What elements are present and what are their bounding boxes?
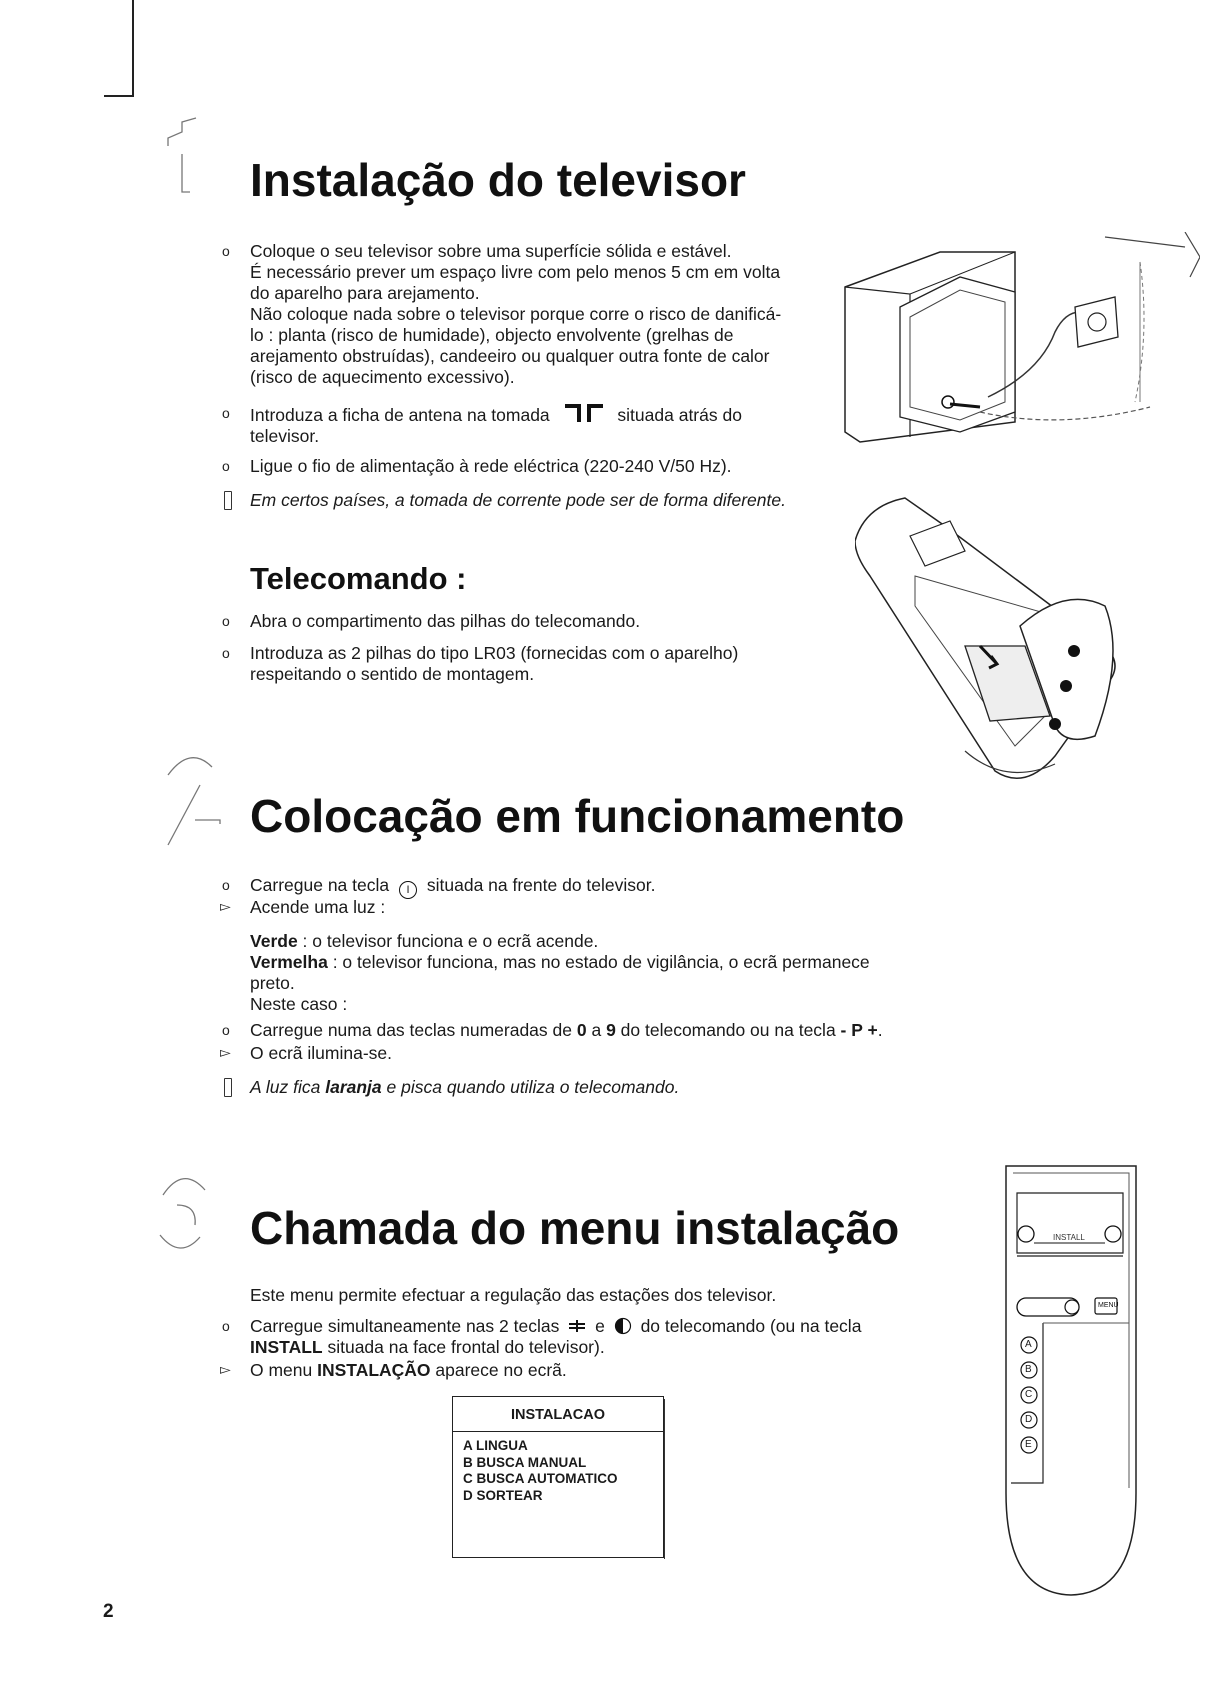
menu-result [250,1360,567,1381]
note-icon [224,491,232,510]
menu-intro: Este menu permite efectuar a regulação das estações dos televisor. [250,1285,777,1305]
install-item-3 [250,456,732,477]
bullet: o [222,458,230,474]
antenna-socket-icon [561,403,607,423]
text-line: (risco de aquecimento excessivo). [250,367,515,387]
text-line: arejamento obstruídas), candeeiro ou qualquer outra fonte de calor [250,346,770,366]
text-line [250,1337,861,1358]
install-menu-screen [452,1396,664,1558]
install-key-icon [567,1318,587,1334]
note-icon [224,1078,232,1097]
text-part: e pisca quando utiliza o telecomando. [381,1077,680,1097]
menu-entry: D SORTEAR [463,1487,543,1503]
text-line: televisor. [250,426,320,446]
page-number: 2 [103,1601,114,1622]
install-menu-label: INSTALAÇÃO [317,1360,431,1380]
bullet: o [222,243,230,259]
green-state [250,931,870,952]
text-part: e [595,1316,605,1336]
result-arrow-icon: ▻ [220,898,231,914]
bullet: o [222,405,230,421]
menu-step [250,1316,861,1358]
power-button-icon: I [399,881,417,899]
text-part: do telecomando ou na tecla [615,1020,841,1040]
menu-entry: C BUSCA AUTOMATICO [463,1471,618,1486]
section-2-title: Colocação em funcionamento [250,790,905,842]
text-line [250,403,742,426]
text-line: Neste caso : [250,994,348,1014]
power-step-2 [250,1020,883,1041]
remote-letter: B [1025,1364,1032,1375]
text-line: Não coloque nada sobre o televisor porque corre o risco de danificá- [250,304,782,324]
result-arrow-icon: ▻ [220,1361,231,1377]
program-key: - P + [840,1020,878,1040]
remote-letter: D [1025,1414,1033,1425]
text-line: do aparelho para arejamento. [250,283,480,303]
text-line: preto. [250,973,295,993]
bullet: o [222,613,230,629]
section-1-title: Instalação do televisor [250,154,746,206]
red-state [250,952,870,973]
section-3-title: Chamada do menu instalação [250,1202,900,1254]
text-part: Carregue simultaneamente nas 2 teclas [250,1316,560,1336]
green-text: : o televisor funciona e o ecrã acende. [297,931,599,951]
remote-letter: E [1025,1439,1032,1450]
install-key-label: INSTALL [250,1337,323,1357]
power-note [250,1077,679,1098]
text-line [250,1316,861,1337]
key-0: 0 [576,1020,587,1040]
text-part: O menu [250,1360,318,1380]
install-note: Em certos países, a tomada de corrente pode ser de forma diferente. [250,490,786,510]
install-item-1 [250,241,781,388]
bullet: o [222,645,230,661]
bullet: o [222,1022,230,1038]
text-part: aparece no ecrã. [430,1360,567,1380]
orange-label: laranja [325,1077,382,1097]
text-line: respeitando o sentido de montagem. [250,664,535,684]
section-2-number-outline [160,745,230,855]
remote-letter: C [1025,1389,1033,1400]
text-part: a [586,1020,607,1040]
text-line: Ligue o fio de alimentação à rede eléctrica (220-240 V/50 Hz). [250,456,732,476]
text-line: Coloque o seu televisor sobre uma superfície sólida e estável. [250,241,732,261]
tv-connection-illustration [840,232,1200,452]
text-part: Carregue na tecla [250,875,390,895]
text-line: lo : planta (risco de humidade), objecto envolvente (grelhas de [250,325,734,345]
bullet: o [222,1318,230,1334]
text-part: . [877,1020,883,1040]
menu-screen-list [453,1432,663,1504]
result-arrow-icon: ▻ [220,1044,231,1060]
power-result-1: Acende uma luz : [250,897,386,917]
light-states [250,931,870,1015]
install-item-2 [250,403,742,447]
text-part: Introduza a ficha de antena na tomada [250,405,550,425]
red-label: Vermelha [250,952,328,972]
section-3-number-outline [155,1165,225,1265]
remote-menu-label: MENU [1098,1302,1119,1309]
section-1-number-outline [160,110,220,210]
power-step-1 [250,875,656,899]
text-part: situada na frente do televisor. [426,875,656,895]
remote-install-label: INSTALL [1053,1233,1085,1242]
remote-battery-illustration [855,496,1155,796]
text-part: situada atrás do [617,405,742,425]
remote-title: Telecomando : [250,561,467,596]
remote-item-1 [250,611,640,632]
remote-letter: A [1025,1339,1032,1350]
text-line: Introduza as 2 pilhas do tipo LR03 (fornecidas com o aparelho) [250,643,739,663]
key-9: 9 [606,1020,616,1040]
green-label: Verde [250,931,298,951]
text-part: A luz fica [250,1077,326,1097]
remote-item-2 [250,643,738,685]
menu-screen-title: INSTALACAO [453,1397,663,1432]
text-part: Carregue numa das teclas numeradas de [250,1020,577,1040]
menu-screen-shadow [664,1399,668,1559]
red-text: : o televisor funciona, mas no estado de vigilância, o ecrã permanece [327,952,870,972]
text-line: É necessário prever um espaço livre com pelo menos 5 cm em volta [250,262,781,282]
text-line: Abra o compartimento das pilhas do telecomando. [250,611,641,631]
menu-entry: B BUSCA MANUAL [463,1454,587,1470]
bullet: o [222,877,230,893]
remote-front-illustration [1003,1163,1143,1603]
power-result-2: O ecrã ilumina-se. [250,1043,392,1063]
menu-entry: A LINGUA [463,1438,528,1453]
page-corner-mark [104,0,134,97]
text-part: do telecomando (ou na tecla [640,1316,862,1336]
contrast-key-icon [614,1317,632,1335]
text-part: situada na face frontal do televisor). [322,1337,605,1357]
